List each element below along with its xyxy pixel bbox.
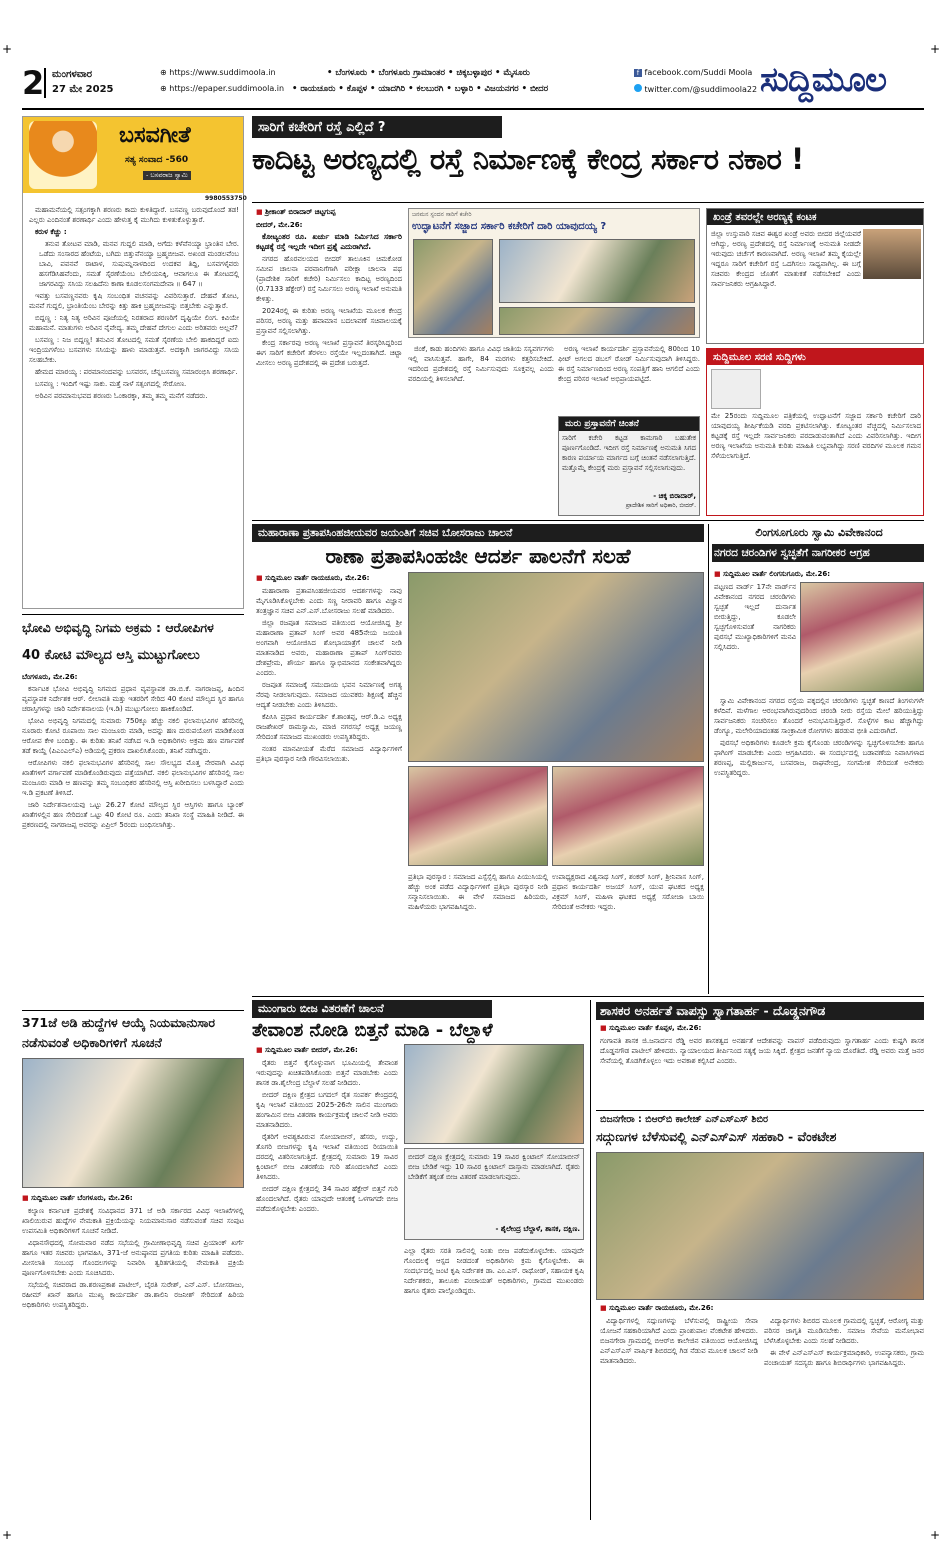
linga-kicker: ಲಿಂಗಸೂಗೂರು ಸ್ವಾಮಿ ವಿವೇಕಾನಂದ [755,526,883,539]
paragraph: ಕರ್ನಾಟಕ ಭೋವಿ ಅಭಿವೃದ್ಧಿ ನಿಗಮದ ಪ್ರಧಾನ ವ್ಯವಸ್ಥಾಪಕ ಡಾ.ಬಿ.ಕೆ. ನಾಗರಾಜಪ್ಪ, ಹಿಂದಿನ ವ್ಯವಸ್ಥಾಪಕ ನಿರ್ದೇಶಕ ಆರ್. ಲೀಲಾವತಿ ಮತ್ತು ಇತರರಿಗೆ ಸೇರಿದ 40 ಕೋಟಿ ಮೌಲ್ಯದ ಸ್ಥಿರ ಹಾಗೂ ಚರಾಸ್ತಿಗಳನ್ನು ಜಾರಿ ನಿರ್ದೇಶನಾಲಯ (ಇ.ಡಿ) ಮುಟ್ಟುಗೋಲು ಹಾಕಿಕೊಂಡಿದೆ. [22,685,244,713]
paragraph: ಕರುಳ ಕೆಚ್ಚು : [35,228,67,236]
byline: ಸುದ್ದಿಮೂಲ ವಾರ್ತೆ [265,574,309,582]
group-photo [408,766,548,866]
divider [708,524,709,994]
crop-mark: + [2,42,13,56]
adi-byline: ■ ಸುದ್ದಿಮೂಲ ವಾರ್ತೆ ಬೆಂಗಳೂರು, ಮೇ.26: [22,1194,133,1202]
maru-title: ಮರು ಪ್ರಸ್ತಾವನೆಗೆ ಚಿಂತನೆ [559,417,699,431]
divider [22,1010,244,1011]
paragraph: ವಿಧಾನಸೌಧದಲ್ಲಿ ಸೋಮವಾರ ನಡೆದ ಸಭೆಯಲ್ಲಿ ಗ್ರಾಮೀಣಾಭಿವೃದ್ಧಿ ಸಚಿವ ಪ್ರಿಯಾಂಕ್ ಖರ್ಗೆ ಹಾಗೂ ಇತರ ಸಚಿವರು ಭಾಗವಹಿಸಿ, 371-ಜೆ ಅನುಷ್ಠಾನದ ಪ್ರಗತಿಯ ಕುರಿತು ಮಾಹಿತಿ ಪಡೆದರು. ಮೀಸಲಾತಿ ಸಂಬಂಧ ಗೊಂದಲಗಳನ್ನು ನಿವಾರಿಸಿ ತ್ವರಿತಗತಿಯಲ್ಲಿ ನೇಮಕಾತಿ ಪ್ರಕ್ರಿಯೆ ಪೂರ್ಣಗೊಳಿಸಬೇಕು ಎಂದು ಸೂಚಿಸಿದರು. [22,1239,244,1277]
divider [44,68,46,98]
dateline: ಬೆಂಗಳೂರು, ಮೇ.26: [77,1194,133,1202]
adi-body [22,1206,244,1520]
clip-photo [499,239,695,303]
byline: ಶ್ರೀಕಾಂತ್ ಬಿರಾದಾರ್ ಚಿಟ್ಟಗುಪ್ಪ [265,208,336,216]
masthead-logo: ಸುದ್ದಿಮೂಲ [760,60,886,100]
beeja-col3: ಎಲ್ಲಾ ರೈತರು ಸರತಿ ಸಾಲಿನಲ್ಲಿ ನಿಂತು ಬೀಜ ಪಡೆದುಕೊಳ್ಳಬೇಕು. ಯಾವುದೇ ಗೊಂದಲಕ್ಕೆ ಆಸ್ಪದ ನೀಡದಂತೆ ಅಧಿಕಾರಿಗಳು ಕ್ರಮ ಕೈಗೊಳ್ಳಬೇಕು. ಈ ಸಂದರ್ಭದಲ್ಲಿ ಜಂಟಿ ಕೃಷಿ ನಿರ್ದೇಶಕ ಡಾ. ಎಂ.ಎಸ್. ರಾಥೋಡ್, ಸಹಾಯಕ ಕೃಷಿ ನಿರ್ದೇಶಕರು, ತಾಲೂಕು ಪಂಚಾಯತ್ ಅಧಿಕಾರಿಗಳು, ಗ್ರಾಮದ ಮುಖಂಡರು ಹಾಗೂ ರೈತರು ಪಾಲ್ಗೊಂಡಿದ್ದರು. [404,1247,584,1295]
sarani-title: ಸುದ್ದಿಮೂಲ ಸರಣಿ ಸುದ್ದಿಗಳು [707,349,923,365]
clip-source: ಜನಮನ ಸ್ಪಂದನ ಸಾರಿಗೆ ಕಚೇರಿ [412,211,472,218]
lead-byline: ■ ಶ್ರೀಕಾಂತ್ ಬಿರಾದಾರ್ ಚಿಟ್ಟಗುಪ್ಪ [256,208,336,216]
epaper-link[interactable]: https://epaper.suddimoola.in [169,84,285,93]
paragraph: ಜಿಲ್ಲಾ ರಜಪೂತ ಸಮಾಜದ ವತಿಯಿಂದ ಆಯೋಜಿಸಿದ್ದ ಶ್ರೀ ಮಹಾರಾಣಾ ಪ್ರತಾಪ್ ಸಿಂಗ್ ಅವರ 485ನೇಯ ಜಯಂತಿ ಅಂಗವಾಗಿ ಆಯೋಜಿಸಿದ ಶೋಭಾಯಾತ್ರೆಗೆ ಚಾಲನೆ ನೀಡಿ ಮಾತನಾಡಿದ ಅವರು, ಮಹಾರಾಣಾ ಪ್ರತಾಪ್ ಸಿಂಗ್‌ರವರು ದೇಶಪ್ರೇಮ, ಶೌರ್ಯ ಹಾಗೂ ಸ್ವಾಭಿಮಾನದ ಸಂಕೇತವಾಗಿದ್ದರು ಎಂದರು. [256,619,402,677]
lead-deck: ಕೋಟ್ಯಂತರ ರೂ. ಖರ್ಚು ಮಾಡಿ ನಿರ್ಮಿಸಿದ ಸರ್ಕಾರಿ ಕಟ್ಟಡಕ್ಕೆ ರಸ್ತೆ ಇಲ್ಲದೇ ಇದೀಗ ಪ್ರಶ್ನೆ ಎದುರಾಗಿದೆ. [256,232,402,251]
paragraph: ಕಲ್ಯಾಣ ಕರ್ನಾಟಕ ಪ್ರದೇಶಕ್ಕೆ ಸಂವಿಧಾನದ 371 ಜೆ ಅಡಿ ಸರ್ಕಾರದ ವಿವಿಧ ಇಲಾಖೆಗಳಲ್ಲಿ ಖಾಲಿಯಿರುವ ಹುದ್ದೆಗಳ ನೇಮಕಾತಿ ಪ್ರಕ್ರಿಯೆಯನ್ನು ನಿಯಮಾನುಸಾರ ನಡೆಸುವಂತೆ ಸಚಿವ ಸಂಪುಟ ಉಪಸಮಿತಿ ಅಧಿಕಾರಿಗಳಿಗೆ ಸೂಚನೆ ನೀಡಿದೆ. [22,1207,244,1235]
paragraph: ವಿದ್ಯಾರ್ಥಿಗಳು ಶಿಬಿರದ ಮೂಲಕ ಗ್ರಾಮದಲ್ಲಿ ಸ್ವಚ್ಛತೆ, ಆರೋಗ್ಯ ಮತ್ತು ಪರಿಸರ ಜಾಗೃತಿ ಮೂಡಿಸಬೇಕು. ಸಮಾಜ ಸೇವೆಯ ಮನೋಭಾವ ಬೆಳೆಸಿಕೊಳ್ಳಬೇಕು ಎಂದು ಸಲಹೆ ನೀಡಿದರು. [764,1317,924,1345]
rana-col3: ಪ್ರತಿಭಾ ಪುರಸ್ಕಾರ : ಸಮಾಜದ ಎಸ್ಸೆಸ್ಸೆಲ್ಸಿ ಹಾಗೂ ಪಿಯುಸಿಯಲ್ಲಿ ಹೆಚ್ಚು ಅಂಕ ಪಡೆದ ವಿದ್ಯಾರ್ಥಿಗಳಿಗೆ ಪ್ರತಿಭಾ ಪುರಸ್ಕಾರ ನೀಡಿ ಸನ್ಮಾನಿಸಲಾಯಿತು. ಈ ವೇಳೆ ಸಮಾಜದ ಹಿರಿಯರು, ಮಹಿಳೆಯರು ಭಾಗವಹಿಸಿದ್ದರು. [408,873,548,911]
adi-headline-1: 371ಜೆ ಅಡಿ ಹುದ್ದೆಗಳ ಆಯ್ಕೆ ನಿಯಮಾನುಸಾರ [22,1015,215,1030]
adi-headline-2: ನಡೆಸುವಂತೆ ಅಧಿಕಾರಿಗಳಿಗೆ ಸೂಚನೆ [22,1035,162,1050]
editions-row-2: • ರಾಯಚೂರು • ಕೊಪ್ಪಳ • ಯಾದಗಿರಿ • ಕಲಬುರಗಿ • ಬಳ್ಳಾರಿ • ವಿಜಯನಗರ • ಬೀದರ [292,84,549,94]
seed-distribution-photo [404,1044,584,1144]
linga-headline: ನಗರದ ಚರಂಡಿಗಳ ಸ್ವಚ್ಛತೆಗೆ ನಾಗರೀಕರ ಆಗ್ರಹ [712,544,924,562]
rana-headline: ರಾಣಾ ಪ್ರತಾಪಸಿಂಹಜೀ ಆದರ್ಶ ಪಾಲನೆಗೆ ಸಲಹೆ [325,544,631,568]
sarani-box [706,348,924,516]
basava-header [23,117,243,193]
maru-sign: - ಚಿಕ್ಕ ಬಿರಾದಾರ್, [653,492,696,500]
nss-body-col2 [764,1316,924,1520]
byline: ಸುದ್ದಿಮೂಲ ವಾರ್ತೆ [609,1024,653,1032]
dateline: ಬೀದರ್, ಮೇ.26: [311,1046,358,1054]
nss-body-col1 [600,1316,758,1520]
lead-body-col2 [408,344,554,516]
maru-body: ಸಾರಿಗೆ ಕಚೇರಿ ಕಟ್ಟಡ ಕಾಮಗಾರಿ ಬಹುತೇಕ ಪೂರ್ಣಗೊಂಡಿದೆ. ಇದೀಗ ರಸ್ತೆ ನಿರ್ಮಾಣಕ್ಕೆ ಅನುಮತಿ ಸಿಗದ ಕಾರಣ ಪರ್ಯಾಯ ಮಾರ್ಗದ ಬಗ್ಗೆ ಚಿಂತನೆ ನಡೆಸಲಾಗುತ್ತಿದೆ. ಮತ್ತೊಮ್ಮೆ ಕೇಂದ್ರಕ್ಕೆ ಮರು ಪ್ರಸ್ತಾವನೆ ಸಲ್ಲಿಸಲಾಗುವುದು. [562,434,696,472]
dateline: ಕೊಪ್ಪಳ, ಮೇ.26: [655,1024,702,1032]
divider [252,202,924,203]
linga-byline: ■ ಸುದ್ದಿಮೂಲ ವಾರ್ತೆ ಲಿಂಗಸುಗೂರು, ಮೇ.26: [714,570,831,578]
paragraph: ನಂತರ ಮಾನವೀಯತೆ ಮೆರೆದ ಸಮಾಜದ ವಿದ್ಯಾರ್ಥಿಗಳಿಗೆ ಪ್ರತಿಭಾ ಪುರಸ್ಕಾರ ನೀಡಿ ಗೌರವಿಸಲಾಯಿತು. [256,745,402,763]
paragraph: ಬಸವಣ್ಣ : ಇಂದಿಗೆ ಇಷ್ಟು ಸಾಕು. ಮತ್ತೆ ನಾಳೆ ಸತ್ಸಂಗದಲ್ಲಿ ಸೇರೋಣ. [35,380,187,388]
paragraph: ರೈತರಿಗೆ ಅವಶ್ಯಕವಿರುವ ಸೋಯಾಬೀನ್, ಹೆಸರು, ಉದ್ದು, ತೊಗರಿ ಬೀಜಗಳನ್ನು ಕೃಷಿ ಇಲಾಖೆ ವತಿಯಿಂದ ರಿಯಾಯಿತಿ ದರದಲ್ಲಿ ವಿತರಿಸಲಾಗುತ್ತಿದೆ. ಕ್ಷೇತ್ರದಲ್ಲಿ ಸುಮಾರು 19 ಸಾವಿರ ಕ್ವಿಂಟಾಲ್ ಬೀಜ ವಿತರಣೆಯ ಗುರಿ ಹೊಂದಲಾಗಿದೆ ಎಂದು ತಿಳಿಸಿದರು. [256,1133,398,1181]
crop-mark: + [930,1528,941,1542]
dateline: ರಾಯಚೂರು, ಮೇ.26: [655,1304,714,1312]
globe-icon: ⊕ [160,84,170,93]
lead-body-col1 [256,220,402,516]
paragraph: ಮಹಾಮನೆಯಲ್ಲಿ ಸತ್ಸಂಗಕ್ಕಾಗಿ ಶರಣರು ಕಾದು ಕುಳಿತಿದ್ದಾರೆ. ಬಸವಣ್ಣ ಬರುವುದೊಂದೆ ತಡ! ಎಲ್ಲರು ಎಂದಿನಂತೆ ಶರಣಾರ್ಥಿ ಎಂದು ಹೇಳುತ್ತ ಕೈ ಮುಗಿದು ಕುಳಿತುಕೊಳ್ಳುತ್ತಾರೆ. [29,206,239,224]
paragraph: ಬೀದರ್ ದಕ್ಷಿಣ ಕ್ಷೇತ್ರದಲ್ಲಿ 34 ಸಾವಿರ ಹೆಕ್ಟೇರ್ ಬಿತ್ತನೆ ಗುರಿ ಹೊಂದಲಾಗಿದೆ. ರೈತರು ಯಾವುದೇ ಆತಂಕಕ್ಕೆ ಒಳಗಾಗದೇ ಬೀಜ ಪಡೆದುಕೊಳ್ಳಬೇಕು ಎಂದರು. [256,1185,398,1213]
paragraph: ವಿದ್ಯಾರ್ಥಿಗಳಲ್ಲಿ ಸದ್ಗುಣಗಳನ್ನು ಬೆಳೆಸುವಲ್ಲಿ ರಾಷ್ಟ್ರೀಯ ಸೇವಾ ಯೋಜನೆ ಸಹಕಾರಿಯಾಗಿದೆ ಎಂದು ಪ್ರಾಂಶುಪಾಲ ವೆಂಕಟೇಶ ಹೇಳಿದರು. ಬಿಜನಗೇರಾ ಗ್ರಾಮದಲ್ಲಿ ಬಿಆರ್‌ಬಿ ಕಾಲೇಜಿನ ವತಿಯಿಂದ ಆಯೋಜಿಸಿದ್ದ ಎನ್‌ಎಸ್‌ಎಸ್ ವಾರ್ಷಿಕ ಶಿಬಿರದಲ್ಲಿ ಗಿಡ ನೆಡುವ ಮೂಲಕ ಚಾಲನೆ ನೀಡಿ ಮಾತನಾಡಿದರು. [600,1317,758,1365]
basava-author: - ಬಸವರಾಜ ಸ್ವಾಮಿ [143,171,191,180]
procession-photo [408,572,704,762]
sarani-body: ಮೇ 25ರಂದು ಸುದ್ದಿಮೂಲ ಪತ್ರಿಕೆಯಲ್ಲಿ ಉದ್ಘಾಟನೆಗೆ ಸಜ್ಜಾದ ಸರ್ಕಾರಿ ಕಚೇರಿಗೆ ದಾರಿ ಯಾವುದಯ್ಯ ಶೀರ್ಷಿಕೆಯಡಿ ವರದಿ ಪ್ರಕಟಿಸಲಾಗಿತ್ತು. ಕೋಟ್ಯಂತರ ವೆಚ್ಚದಲ್ಲಿ ನಿರ್ಮಿಸಲಾದ ಕಟ್ಟಡಕ್ಕೆ ರಸ್ತೆ ಇಲ್ಲದೇ ಸಾರ್ವಜನಿಕರು ಪರದಾಡುವಂತಾಗಿದೆ ಎಂದು ವಿವರಿಸಲಾಗಿತ್ತು. ಇದೀಗ ಅರಣ್ಯ ಇಲಾಖೆಯ ಅನುಮತಿ ಕುರಿತು ಮಾಹಿತಿ ಲಭ್ಯವಾಗಿದ್ದು ಸರಣಿ ವರದಿಗಳ ಮೂಲಕ ಗಮನ ಸೆಳೆಯಲಾಗುತ್ತಿದೆ. [711,412,921,460]
khandre-body: ಜಿಲ್ಲಾ ಉಸ್ತುವಾರಿ ಸಚಿವ ಈಶ್ವರ ಖಂಡ್ರೆ ಅವರು ಬೀದರ ಜಿಲ್ಲೆಯವರೆ ಆಗಿದ್ದು, ಅರಣ್ಯ ಪ್ರದೇಶದಲ್ಲಿ ರಸ್ತೆ ನಿರ್ಮಾಣಕ್ಕೆ ಅನುಮತಿ ನೀಡದೇ ಇರುವುದು ಚರ್ಚೆಗೆ ಕಾರಣವಾಗಿದೆ. ಅರಣ್ಯ ಇಲಾಖೆ ತಮ್ಮ ಕೈಯಲ್ಲೇ ಇದ್ದರೂ ಸಾರಿಗೆ ಕಚೇರಿಗೆ ರಸ್ತೆ ಒದಗಿಸಲು ಸಾಧ್ಯವಾಗಿಲ್ಲ. ಈ ಬಗ್ಗೆ ಸಚಿವರು ಕೇಂದ್ರದ ಜೊತೆಗೆ ಮಾತುಕತೆ ನಡೆಸಬೇಕಿದೆ ಎಂದು ಸಾರ್ವಜನಿಕರು ಆಗ್ರಹಿಸಿದ್ದಾರೆ. [711,230,861,288]
khandre-title: ಖಂಡ್ರೆ ತವರಲ್ಲೇ ಅರಣ್ಯಕ್ಕೆ ಕಂಟಕ [707,209,923,225]
divider [252,996,924,997]
paragraph: ಬಿದ್ದಣ್ಣ : ನಿತ್ಯ ನಿತ್ಯ ಅರಿವಿನ ಪೂಜೆಯಲ್ಲಿ ನಿರತರಾದ ಶರಣರಿಗೆ ದೃಷ್ಟಿಯೇ ಲಿಂಗ. ಕಿವಿಯೇ ಮಹಾಮನೆ. ಮಾತುಗಳು ಅರಿವಿನ ನೈವೇದ್ಯ. ತಮ್ಮ ದೇಹವೆ ದೇಗುಲ ಎಂದು ಅರಿತವರು ಅಲ್ಲವೆ? [29,314,239,332]
rana-col4: ಉಪಾಧ್ಯಕ್ಷರಾದ ವಿಶ್ವನಾಥ ಸಿಂಗ್, ಶಂಕರ್ ಸಿಂಗ್, ಶ್ರೀನಿವಾಸ ಸಿಂಗ್, ಪ್ರಧಾನ ಕಾರ್ಯದರ್ಶಿ ಅಜಯ್ ಸಿಂಗ್, ಯುವ ಘಟಕದ ಅಧ್ಯಕ್ಷ ವಿಕ್ರಮ್ ಸಿಂಗ್, ಮಹಿಳಾ ಘಟಕದ ಅಧ್ಯಕ್ಷೆ ಸರೋಜಾ ಬಾಯಿ ಸೇರಿದಂತೆ ಅನೇಕರು ಇದ್ದರು. [552,873,704,911]
shasaka-headline: ಶಾಸಕರ ಅನರ್ಹತೆ ವಾಪಸ್ಸು ಸ್ವಾಗತಾರ್ಹ - ದೊಡ್ಡನಗೌಡ [596,1002,924,1020]
maru-sign-role: ಪ್ರಾದೇಶಿಕ ಸಾರಿಗೆ ಅಧಿಕಾರಿ, ಬೀದರ್. [625,502,696,509]
clip-photo [499,307,695,335]
header-day: ಮಂಗಳವಾರ [52,69,93,80]
khandre-box [706,208,924,344]
paragraph: ಕೆಪಿಸಿಸಿ ಪ್ರಧಾನ ಕಾರ್ಯದರ್ಶಿ ಕೆ.ಶಾಂತಪ್ಪ, ಆರ್.ಡಿ.ಎ ಅಧ್ಯಕ್ಷ ರಾಜಶೇಖರ್ ರಾಮಸ್ವಾಮಿ, ಮಾಜಿ ನಗರಸಭೆ ಅಧ್ಯಕ್ಷ ಜಯಣ್ಣ ಸೇರಿದಂತೆ ಸಮಾಜದ ಮುಖಂಡರು ಉಪಸ್ಥಿತರಿದ್ದರು. [256,713,402,741]
divider [252,520,924,521]
paragraph: 2024ರಲ್ಲಿ ಈ ಕುರಿತು ಅರಣ್ಯ ಇಲಾಖೆಯ ಮೂಲಕ ಕೇಂದ್ರ ಪರಿಸರ, ಅರಣ್ಯ ಮತ್ತು ಹವಾಮಾನ ಬದಲಾವಣೆ ಸಚಿವಾಲಯಕ್ಕೆ ಪ್ರಸ್ತಾವನೆ ಸಲ್ಲಿಸಲಾಗಿತ್ತು. [256,307,402,335]
beeja-inset [404,1148,584,1240]
nss-kicker: ಬಿಜನಗೇರಾ : ಬಿಆರ್‌ಬಿ ಕಾಲೇಜ್ ಎನ್‌ಎಸ್‌ಎಸ್ ಶಿಬಿರ [600,1114,769,1125]
beeja-headline: ತೇವಾಂಶ ನೋಡಿ ಬಿತ್ತನೆ ಮಾಡಿ - ಬೆಲ್ದಾಳೆ [252,1020,493,1041]
clip-thumb [711,369,761,409]
beeja-kicker: ಮುಂಗಾರು ಬೀಜ ವಿತರಣೆಗೆ ಚಾಲನೆ [252,1000,492,1018]
beeja-byline: ■ ಸುದ್ದಿಮೂಲ ವಾರ್ತೆ ಬೀದರ್, ಮೇ.26: [256,1046,358,1054]
paragraph: ಬಸವಣ್ಣ : ನಿಜ ಬಿದ್ದಣ್ಣ! ತನುವಿನ ತೋಟದಲ್ಲಿ ಸಮತೆ ಸೈರಣೆಯ ಬೇಲಿ ಹಾಕದಿದ್ದರೆ ಐದು ಇಂದ್ರಿಯಗಳೆಂಬ ಬಸವಗಳು ಸಸಿಯನ್ನು ಹಾಳು ಮಾಡುತ್ತವೆ. ಅದಕ್ಕಾಗಿ ಜಾಗರವಿದ್ದು ಸಸಿಯ ಸಲಹಬೇಕು. [29,336,239,364]
lead-kicker-bar: ಸಾರಿಗೆ ಕಚೇರಿಗೆ ರಸ್ತೆ ಎಲ್ಲಿದೆ ? [252,116,502,138]
byline: ಸುದ್ದಿಮೂಲ ವಾರ್ತೆ [31,1194,75,1202]
divider [590,1000,591,1520]
tree-planting-photo [596,1152,924,1300]
page-number: 2 [22,64,45,102]
globe-icon: ⊕ [160,68,170,77]
paragraph: ನಗರದ ಹೊರವಲಯದ ಬೀದರ್ ತಾಲೂಕಿನ ಚಿಮಕೋಡ ಸಮೀಪ ಚಾಲನಾ ಪರವಾನಿಗೆಗಾಗಿ ಪರೀಕ್ಷಾ ಚಾಲನಾ ಪಥ (ಪ್ರಾದೇಶಿಕ ಸಾರಿಗೆ ಕಚೇರಿ) ನಿರ್ಮಿಸಲು ಕಾದಿಟ್ಟ ಅರಣ್ಯದಿಂದ (0.7133 ಹೆಕ್ಟೇರ್) ರಸ್ತೆ ನಿರ್ಮಿಸಲು ಅರಣ್ಯ ಇಲಾಖೆ ಅನುಮತಿ ಕೇಳಿತ್ತು. [256,255,402,303]
linga-body [714,696,924,992]
epaper-row [160,84,284,93]
divider [22,614,244,615]
twitter-row [634,84,757,94]
crop-mark: + [930,42,941,56]
paragraph: ಬೀದರ್ ದಕ್ಷಿಣ ಕ್ಷೇತ್ರದ ಬಗದಲ್ ರೈತ ಸಂಪರ್ಕ ಕೇಂದ್ರದಲ್ಲಿ ಕೃಷಿ ಇಲಾಖೆ ವತಿಯಿಂದ 2025-26ನೇ ಸಾಲಿನ ಮುಂಗಾರು ಹಂಗಾಮಿನ ಬೀಜ ವಿತರಣಾ ಕಾರ್ಯಕ್ರಮಕ್ಕೆ ಚಾಲನೆ ನೀಡಿ ಅವರು ಮಾತನಾಡಿದರು. [256,1091,398,1129]
meeting-photo [22,1058,244,1188]
basava-box [22,116,247,609]
nss-byline: ■ ಸುದ್ದಿಮೂಲ ವಾರ್ತೆ ರಾಯಚೂರು, ಮೇ.26: [600,1304,714,1312]
dateline: ಬೆಂಗಳೂರು, ಮೇ.26: [22,673,78,681]
rana-body-col1 [256,586,402,992]
memorandum-photo [800,582,924,692]
crop-mark: + [2,1528,13,1542]
paragraph: ಸ್ವಾಮಿ ವಿವೇಕಾನಂದ ನಗರದ ರಸ್ತೆಯ ಪಕ್ಕದಲ್ಲಿನ ಚರಂಡಿಗಳು ಸ್ವಚ್ಛತೆ ಕಾಣದೆ ತಿಂಗಳುಗಳೇ ಕಳೆದಿವೆ. ಮಳೆಗಾಲ ಆರಂಭವಾಗಿರುವುದರಿಂದ ಚರಂಡಿ ನೀರು ರಸ್ತೆಯ ಮೇಲೆ ಹರಿಯುತ್ತಿದ್ದು ಸಾರ್ವಜನಿಕರು ಸಂಚರಿಸಲು ತೊಂದರೆ ಅನುಭವಿಸುತ್ತಿದ್ದಾರೆ. ಸೊಳ್ಳೆಗಳ ಕಾಟ ಹೆಚ್ಚಾಗಿದ್ದು ಡೆಂಗ್ಯೂ, ಮಲೇರಿಯಾದಂತಹ ಸಾಂಕ್ರಾಮಿಕ ರೋಗಗಳು ಹರಡುವ ಭೀತಿ ಎದುರಾಗಿದೆ. [714,697,924,735]
rana-kicker: ಮಹಾರಾಣಾ ಪ್ರತಾಪಸಿಂಹಜೀಯವರ ಜಯಂತಿಗೆ ಸಚಿವ ಬೋಸರಾಜು ಚಾಲನೆ [252,524,704,542]
facebook-link[interactable]: facebook.com/Suddi Moola [644,68,753,77]
paragraph: ಪುರಸಭೆ ಅಧಿಕಾರಿಗಳು ಕೂಡಲೇ ಕ್ರಮ ಕೈಗೊಂಡು ಚರಂಡಿಗಳನ್ನು ಸ್ವಚ್ಛಗೊಳಿಸಬೇಕು ಹಾಗೂ ಫಾಗಿಂಗ್ ಮಾಡಬೇಕು ಎಂದು ಆಗ್ರಹಿಸಿದರು. ಈ ಸಂದರ್ಭದಲ್ಲಿ ಬಡಾವಣೆಯ ನಿವಾಸಿಗಳಾದ ಶರಣಪ್ಪ, ಮಲ್ಲಿಕಾರ್ಜುನ, ಬಸವರಾಜ, ರಾಘವೇಂದ್ರ, ಸಂಗಮೇಶ ಸೇರಿದಂತೆ ಅನೇಕರು ಉಪಸ್ಥಿತರಿದ್ದರು. [714,739,924,777]
rana-byline: ■ ಸುದ್ದಿಮೂಲ ವಾರ್ತೆ ರಾಯಚೂರು, ಮೇ.26: [256,574,370,582]
header-date: 27 ಮೇ 2025 [52,84,114,95]
paragraph: ಅರಣ್ಯ ಇಲಾಖೆ ಕಾರ್ಯದರ್ಶಿ ಪ್ರಸ್ತಾವನೆಯಲ್ಲಿ 80ರಿಂದ 10 ಫೀಟ್ ಅಗಲದ ಡಬಲ್ ರೋಡ್ ನಿರ್ಮಿಸುವುದಾಗಿ ತಿಳಿಸಿದ್ದರು. ಈ ರಸ್ತೆ ನಿರ್ಮಾಣದಿಂದ ಅರಣ್ಯ ಸಂಪತ್ತಿಗೆ ಹಾನಿ ಆಗಲಿದೆ ಎಂದು ಕೇಂದ್ರ ಪರಿಸರ ಇಲಾಖೆ ಅಭಿಪ್ರಾಯಪಟ್ಟಿದೆ. [558,345,700,383]
facebook-row [634,68,752,77]
inset-sign: - ಶೈಲೇಂದ್ರ ಬೆಲ್ದಾಳೆ, ಶಾಸಕ, ದಕ್ಷಿಣ. [495,1225,580,1233]
divider [596,1110,924,1111]
bhovi-headline-2: 40 ಕೋಟಿ ಮೌಲ್ಯದ ಆಸ್ತಿ ಮುಟ್ಟುಗೋಲು [22,648,200,663]
byline: ಸುದ್ದಿಮೂಲ ವಾರ್ತೆ [723,570,767,578]
news-clipping [408,208,700,338]
basava-body [29,205,239,605]
editions-row-1: • ಬೆಂಗಳೂರು • ಬೆಂಗಳೂರು ಗ್ರಾಮಾಂತರ • ಚಿಕ್ಕಬಳ್ಳಾಪುರ • ಮೈಸೂರು [327,68,530,78]
lead-headline: ಕಾದಿಟ್ಟ ಅರಣ್ಯದಲ್ಲಿ ರಸ್ತೆ ನಿರ್ಮಾಣಕ್ಕೆ ಕೇಂದ್ರ ಸರ್ಕಾರ ನಕಾರ ! [252,142,804,176]
nss-headline: ಸದ್ಗುಣಗಳ ಬೆಳೆಸುವಲ್ಲಿ ಎನ್‌ಎಸ್‌ಎಸ್ ಸಹಕಾರಿ - ವೆಂಕಟೇಶ [596,1129,837,1144]
website-row [160,68,276,77]
bhovi-headline-1: ಭೋವಿ ಅಭಿವೃದ್ಧಿ ನಿಗಮ ಅಕ್ರಮ : ಆರೋಪಿಗಳ [22,620,214,635]
paragraph: ಈ ವೇಳೆ ಎನ್‌ಎಸ್‌ಎಸ್ ಕಾರ್ಯಕ್ರಮಾಧಿಕಾರಿ, ಉಪನ್ಯಾಸಕರು, ಗ್ರಾಮ ಪಂಚಾಯತ್ ಸದಸ್ಯರು ಹಾಗೂ ಶಿಬಿರಾರ್ಥಿಗಳು ಭಾಗವಹಿಸಿದ್ದರು. [764,1349,924,1367]
beeja-body-col1 [256,1058,398,1520]
paragraph: ಸಭೆಯಲ್ಲಿ ಸಚಿವರಾದ ಡಾ.ಶರಣಪ್ರಕಾಶ ಪಾಟೀಲ್, ಬೈರತಿ ಸುರೇಶ್, ಎನ್.ಎಸ್. ಬೋಸರಾಜು, ರಹೀಮ್ ಖಾನ್ ಹಾಗೂ ಮುಖ್ಯ ಕಾರ್ಯದರ್ಶಿ ಡಾ.ಶಾಲಿನಿ ರಜನೀಶ್ ಸೇರಿದಂತೆ ಹಿರಿಯ ಅಧಿಕಾರಿಗಳು ಉಪಸ್ಥಿತರಿದ್ದರು. [22,1281,244,1309]
inset-body: ಬೀದರ್ ದಕ್ಷಿಣ ಕ್ಷೇತ್ರದಲ್ಲಿ ಸುಮಾರು 19 ಸಾವಿರ ಕ್ವಿಂಟಾಲ್ ಸೋಯಾಬೀನ್ ಬೀಜ ಬೇಡಿಕೆ ಇದ್ದು 10 ಸಾವಿರ ಕ್ವಿಂಟಾಲ್ ದಾಸ್ತಾನು ಮಾಡಲಾಗಿದೆ. ರೈತರು ಬೇಡಿಕೆಗೆ ತಕ್ಕಂತೆ ಬೀಜ ವಿತರಣೆ ಮಾಡಲಾಗುವುದು. [408,1153,580,1181]
clip-caption: ಉದ್ಘಾಟನೆಗೆ ಸಜ್ಜಾದ ಸರ್ಕಾರಿ ಕಚೇರಿಗೆ ದಾರಿ ಯಾವುದಯ್ಯ ? [412,221,607,232]
basava-subtitle: ಸತ್ಯ ಸಂವಾದ -560 [125,155,189,165]
paragraph: ಅರಿವಿನ ಪರಮಾನುಭವದ ಶರಣರು ಓಂಕಾರಕ್ಕಾ, ತಮ್ಮ ತಮ್ಮ ಮನೆಗೆ ನಡೆದರು. [35,392,208,400]
paragraph: ರೈತರು ಬಿತ್ತನೆ ಕೈಗೊಳ್ಳುವಾಗ ಭೂಮಿಯಲ್ಲಿ ತೇವಾಂಶ ಇರುವುದನ್ನು ಖಚಿತಪಡಿಸಿಕೊಂಡು ಬಿತ್ತನೆ ಮಾಡಬೇಕು ಎಂದು ಶಾಸಕ ಡಾ.ಶೈಲೇಂದ್ರ ಬೆಲ್ದಾಳೆ ಸಲಹೆ ನೀಡಿದರು. [256,1059,398,1087]
twitter-link[interactable]: twitter.com/@suddimoola22 [644,85,758,94]
paragraph: ಮಹಾರಾಣಾ ಪ್ರತಾಪಸಿಂಹಜೀಯವರ ಆದರ್ಶಗಳನ್ನು ನಾವು ಮೈಗೂಡಿಸಿಕೊಳ್ಳಬೇಕು ಎಂದು ಸಣ್ಣ ನೀರಾವರಿ ಹಾಗೂ ವಿಜ್ಞಾನ ತಂತ್ರಜ್ಞಾನ ಸಚಿವ ಎನ್.ಎಸ್.ಬೋಸರಾಜು ಸಲಹೆ ಮಾಡಿದರು. [256,587,402,615]
khandre-photo [863,229,921,279]
paragraph: ಜಿಂಕೆ, ಕಾಡು ಹಂದಿಗಳು ಹಾಗೂ ವಿವಿಧ ಜಾತಿಯ ಸಸ್ಯವರ್ಗಗಳು ಇಲ್ಲಿ ವಾಸಿಸುತ್ತವೆ. ಹಾಗೇ, 84 ಮರಗಳು ಕತ್ತರಿಸಬೇಕಿದೆ. ಇದರಿಂದ ಪ್ರದೇಶದಲ್ಲಿ ರಸ್ತೆ ನಿರ್ಮಿಸುವುದು ಸೂಕ್ತವಲ್ಲ ಎಂದು ವರದಿಯಲ್ಲಿ ತಿಳಿಸಲಾಗಿದೆ. [408,345,554,383]
basava-title: ಬಸವಗೀತೆ [119,123,191,148]
paragraph: ಇವತ್ತು ಬಸವಣ್ಣನವರು ಕೃಷಿ ಸಂಬಂಧಿತ ವಚನವನ್ನು ವಿವರಿಸುತ್ತಾರೆ. ದೇಹವೆ ತೋಟ, ಮನವೆ ಗುದ್ದಲಿ, ಭ್ರಾಂತಿಯೆಂಬ ಬೇರನ್ನು ಕಿತ್ತು ಹಾಕಿ ಬ್ರಹ್ಮಬೀಜವನ್ನು ಬಿತ್ತಬೇಕು ಎನ್ನುತ್ತಾರೆ. [29,292,239,310]
vachana-text: ತನುವ ತೋಟವ ಮಾಡಿ, ಮನವ ಗುದ್ದಲಿ ಮಾಡಿ, ಅಗೆದು ಕಳೆವೆನಯ್ಯಾ ಭ್ರಾಂತಿನ ಬೇರ. ಒಡೆದು ಸಂಸಾರದ ಹೆಂಟೆಯ, ಬಗಿದು ಬಿತ್ತುವೆನಯ್ಯಾ ಬ್ರಹ್ಮಬೀಜವ. ಅಖಂಡ ಮಂಡಲವೆಂಬ ಬಾವಿ, ಪವನವೆ ರಾಟಾಳ, ಸುಷುಮ್ನನಾಳದಿಂದ ಉದಕವ ತಿದ್ದಿ, ಬಸವಗಳೈವರು ಹಸಗೆಡಿಸಿಹವೆಂದು, ಸಮತೆ ಸೈರಣೆಯೆಂಬ ಬೇಲಿಯನಿಕ್ಕಿ, ಆವಾಗಲೂ ಈ ತೋಟದಲ್ಲಿ ಜಾಗರವಿದ್ದು ಸಸಿಯ ಸಲಹಿದೆನು ಕಾಣಾ ಕೂಡಲಸಂಗಮದೇವಾ ॥ 647 ॥ [39,240,239,288]
paragraph: ಭೋವಿ ಅಭಿವೃದ್ಧಿ ನಿಗಮದಲ್ಲಿ ಸುಮಾರು 750ಕ್ಕೂ ಹೆಚ್ಚು ನಕಲಿ ಫಲಾನುಭವಿಗಳ ಹೆಸರಿನಲ್ಲಿ ನೂರಾರು ಕೋಟಿ ರೂಪಾಯಿ ಸಾಲ ಮಂಜೂರು ಮಾಡಿ, ಅದನ್ನು ಹಣ ದುರುಪಯೋಗ ಮಾಡಿಕೊಂಡ ಆರೋಪ ಕೇಳಿ ಬಂದಿತ್ತು. ಈ ಕುರಿತು ತನಿಖೆ ನಡೆಸಿದ ಇ.ಡಿ ಅಧಿಕಾರಿಗಳು ಅಕ್ರಮ ಹಣ ವರ್ಗಾವಣೆ ತಡೆ ಕಾಯ್ದೆ (ಪಿಎಂಎಲ್‌ಎ) ಅಡಿಯಲ್ಲಿ ಪ್ರಕರಣ ದಾಖಲಿಸಿಕೊಂಡು, ತನಿಖೆ ನಡೆಸಿದ್ದರು. [22,717,244,755]
shasaka-body: ಗಂಗಾವತಿ ಶಾಸಕ ಜಿ.ಜನಾರ್ದನ ರೆಡ್ಡಿ ಅವರ ಶಾಸಕತ್ವದ ಅನರ್ಹತೆ ಆದೇಶವನ್ನು ವಾಪಸ್ ಪಡೆದಿರುವುದು ಸ್ವಾಗತಾರ್ಹ ಎಂದು ಕುಷ್ಟಗಿ ಶಾಸಕ ದೊಡ್ಡನಗೌಡ ಪಾಟೀಲ್ ಹೇಳಿದರು. ನ್ಯಾಯಾಲಯದ ತೀರ್ಪಿನಿಂದ ಸತ್ಯಕ್ಕೆ ಜಯ ಸಿಕ್ಕಿದೆ. ಕ್ಷೇತ್ರದ ಜನತೆಗೆ ನ್ಯಾಯ ದೊರೆತಿದೆ. ರೆಡ್ಡಿ ಅವರು ಮತ್ತೆ ಜನರ ಸೇವೆಯಲ್ಲಿ ತೊಡಗಿಕೊಳ್ಳಲು ಇದು ಅವಕಾಶ ಕಲ್ಪಿಸಿದೆ ಎಂದರು. [600,1037,924,1065]
dateline: ಬೀದರ್, ಮೇ.26: [256,221,303,229]
basava-phone: 9980553750 [205,195,247,202]
linga-body-top: ಪಟ್ಟಣದ ವಾರ್ಡ್ 17ನೇ ವಾರ್ಡ್‌ನ ವಿವೇಕಾನಂದ ನಗರದ ಚರಂಡಿಗಳು ಸ್ವಚ್ಛತೆ ಇಲ್ಲದೆ ದುರ್ನಾತ ಬೀರುತ್ತಿದ್ದು, ಕೂಡಲೇ ಸ್ವಚ್ಛಗೊಳಿಸುವಂತೆ ನಾಗರಿಕರು ಪುರಸಭೆ ಮುಖ್ಯಾಧಿಕಾರಿಗಳಿಗೆ ಮನವಿ ಸಲ್ಲಿಸಿದರು. [714,583,796,651]
paragraph: ಆರೋಪಿಗಳು ನಕಲಿ ಫಲಾನುಭವಿಗಳ ಹೆಸರಿನಲ್ಲಿ ಸಾಲ ಸೌಲಭ್ಯದ ಮೊತ್ತ ನೇರವಾಗಿ ವಿವಿಧ ಖಾತೆಗಳಿಗೆ ವರ್ಗಾವಣೆ ಮಾಡಿಕೊಂಡಿರುವುದು ಪತ್ತೆಯಾಗಿದೆ. ನಕಲಿ ಫಲಾನುಭವಿಗಳ ಹೆಸರಿನಲ್ಲಿ ಸಾಲ ಮಂಜೂರು ಮಾಡಿ ಆ ಹಣವನ್ನು ತಮ್ಮ ಸಂಬಂಧಿಕರ ಹೆಸರಿನಲ್ಲಿ ಆಸ್ತಿ ಖರೀದಿಸಲು ಬಳಸಿದ್ದಾರೆ ಎಂದು ಇ.ಡಿ ಪ್ರಕಟಣೆ ತಿಳಿಸಿದೆ. [22,759,244,797]
byline: ಸುದ್ದಿಮೂಲ ವಾರ್ತೆ [265,1046,309,1054]
dateline: ರಾಯಚೂರು, ಮೇ.26: [311,574,370,582]
dateline: ಲಿಂಗಸುಗೂರು, ಮೇ.26: [769,570,831,578]
paragraph: ಕೇಂದ್ರ ಸರ್ಕಾರವು ಅರಣ್ಯ ಇಲಾಖೆ ಪ್ರಸ್ತಾವನೆ ತಿರಸ್ಕರಿಸಿದ್ದರಿಂದ ಈಗ ಸಾರಿಗೆ ಕಚೇರಿಗೆ ತೆರಳಲು ರಸ್ತೆಯೇ ಇಲ್ಲದಂತಾಗಿದೆ. ಚಿಟ್ಟಾ ಮೀಸಲು ಅರಣ್ಯ ಪ್ರದೇಶದಲ್ಲಿ ಈ ಪ್ರದೇಶ ಬರುತ್ತದೆ. [256,339,402,367]
bhovi-body [22,672,244,1006]
paragraph: ಜಾರಿ ನಿರ್ದೇಶನಾಲಯವು ಒಟ್ಟು 26.27 ಕೋಟಿ ಮೌಲ್ಯದ ಸ್ಥಿರ ಆಸ್ತಿಗಳು ಹಾಗೂ ಬ್ಯಾಂಕ್ ಖಾತೆಗಳಲ್ಲಿನ ಹಣ ಸೇರಿದಂತೆ ಒಟ್ಟು 40 ಕೋಟಿ ರೂ. ಎಂದು ತನಿಖಾ ಸಂಸ್ಥೆ ಮಾಹಿತಿ ನೀಡಿದೆ. ಈ ಪ್ರಕರಣದಲ್ಲಿ ನಾಗರಾಜಪ್ಪ ಅವರನ್ನು ಏಪ್ರಿಲ್ 5ರಂದು ಬಂಧಿಸಲಾಗಿತ್ತು. [22,801,244,829]
twitter-icon [634,84,642,92]
clip-photo [413,239,493,335]
maru-prastavane-box-visible [558,416,700,516]
byline: ಸುದ್ದಿಮೂಲ ವಾರ್ತೆ [609,1304,653,1312]
lead-kicker [252,116,924,138]
page-header [22,60,924,106]
website-link[interactable]: https://www.suddimoola.in [169,68,276,77]
paragraph: ರಜಪೂತ ಸಮಾಜಕ್ಕೆ ಸಮುದಾಯ ಭವನ ನಿರ್ಮಾಣಕ್ಕೆ ಅಗತ್ಯ ನೆರವು ನೀಡಲಾಗುವುದು. ಸಮಾಜದ ಯುವಕರು ಶಿಕ್ಷಣಕ್ಕೆ ಹೆಚ್ಚಿನ ಆದ್ಯತೆ ನೀಡಬೇಕು ಎಂದು ತಿಳಿಸಿದರು. [256,681,402,709]
paragraph: ಹೇಮದ ಮಾರಯ್ಯ : ಪರಮಾನಂದವನ್ನು ಬಸವರಸ, ಚೆನ್ನಬಸವಣ್ಣ ಸಮಾರಂಭಿಸಿ ಶರಣಾರ್ಥಿ. [35,368,238,376]
shasaka-byline: ■ ಸುದ್ದಿಮೂಲ ವಾರ್ತೆ ಕೊಪ್ಪಳ, ಮೇ.26: [600,1024,702,1032]
header-rule [22,108,924,110]
award-photo [552,766,704,866]
guru-portrait-icon [29,121,97,189]
facebook-icon: f [634,69,642,77]
